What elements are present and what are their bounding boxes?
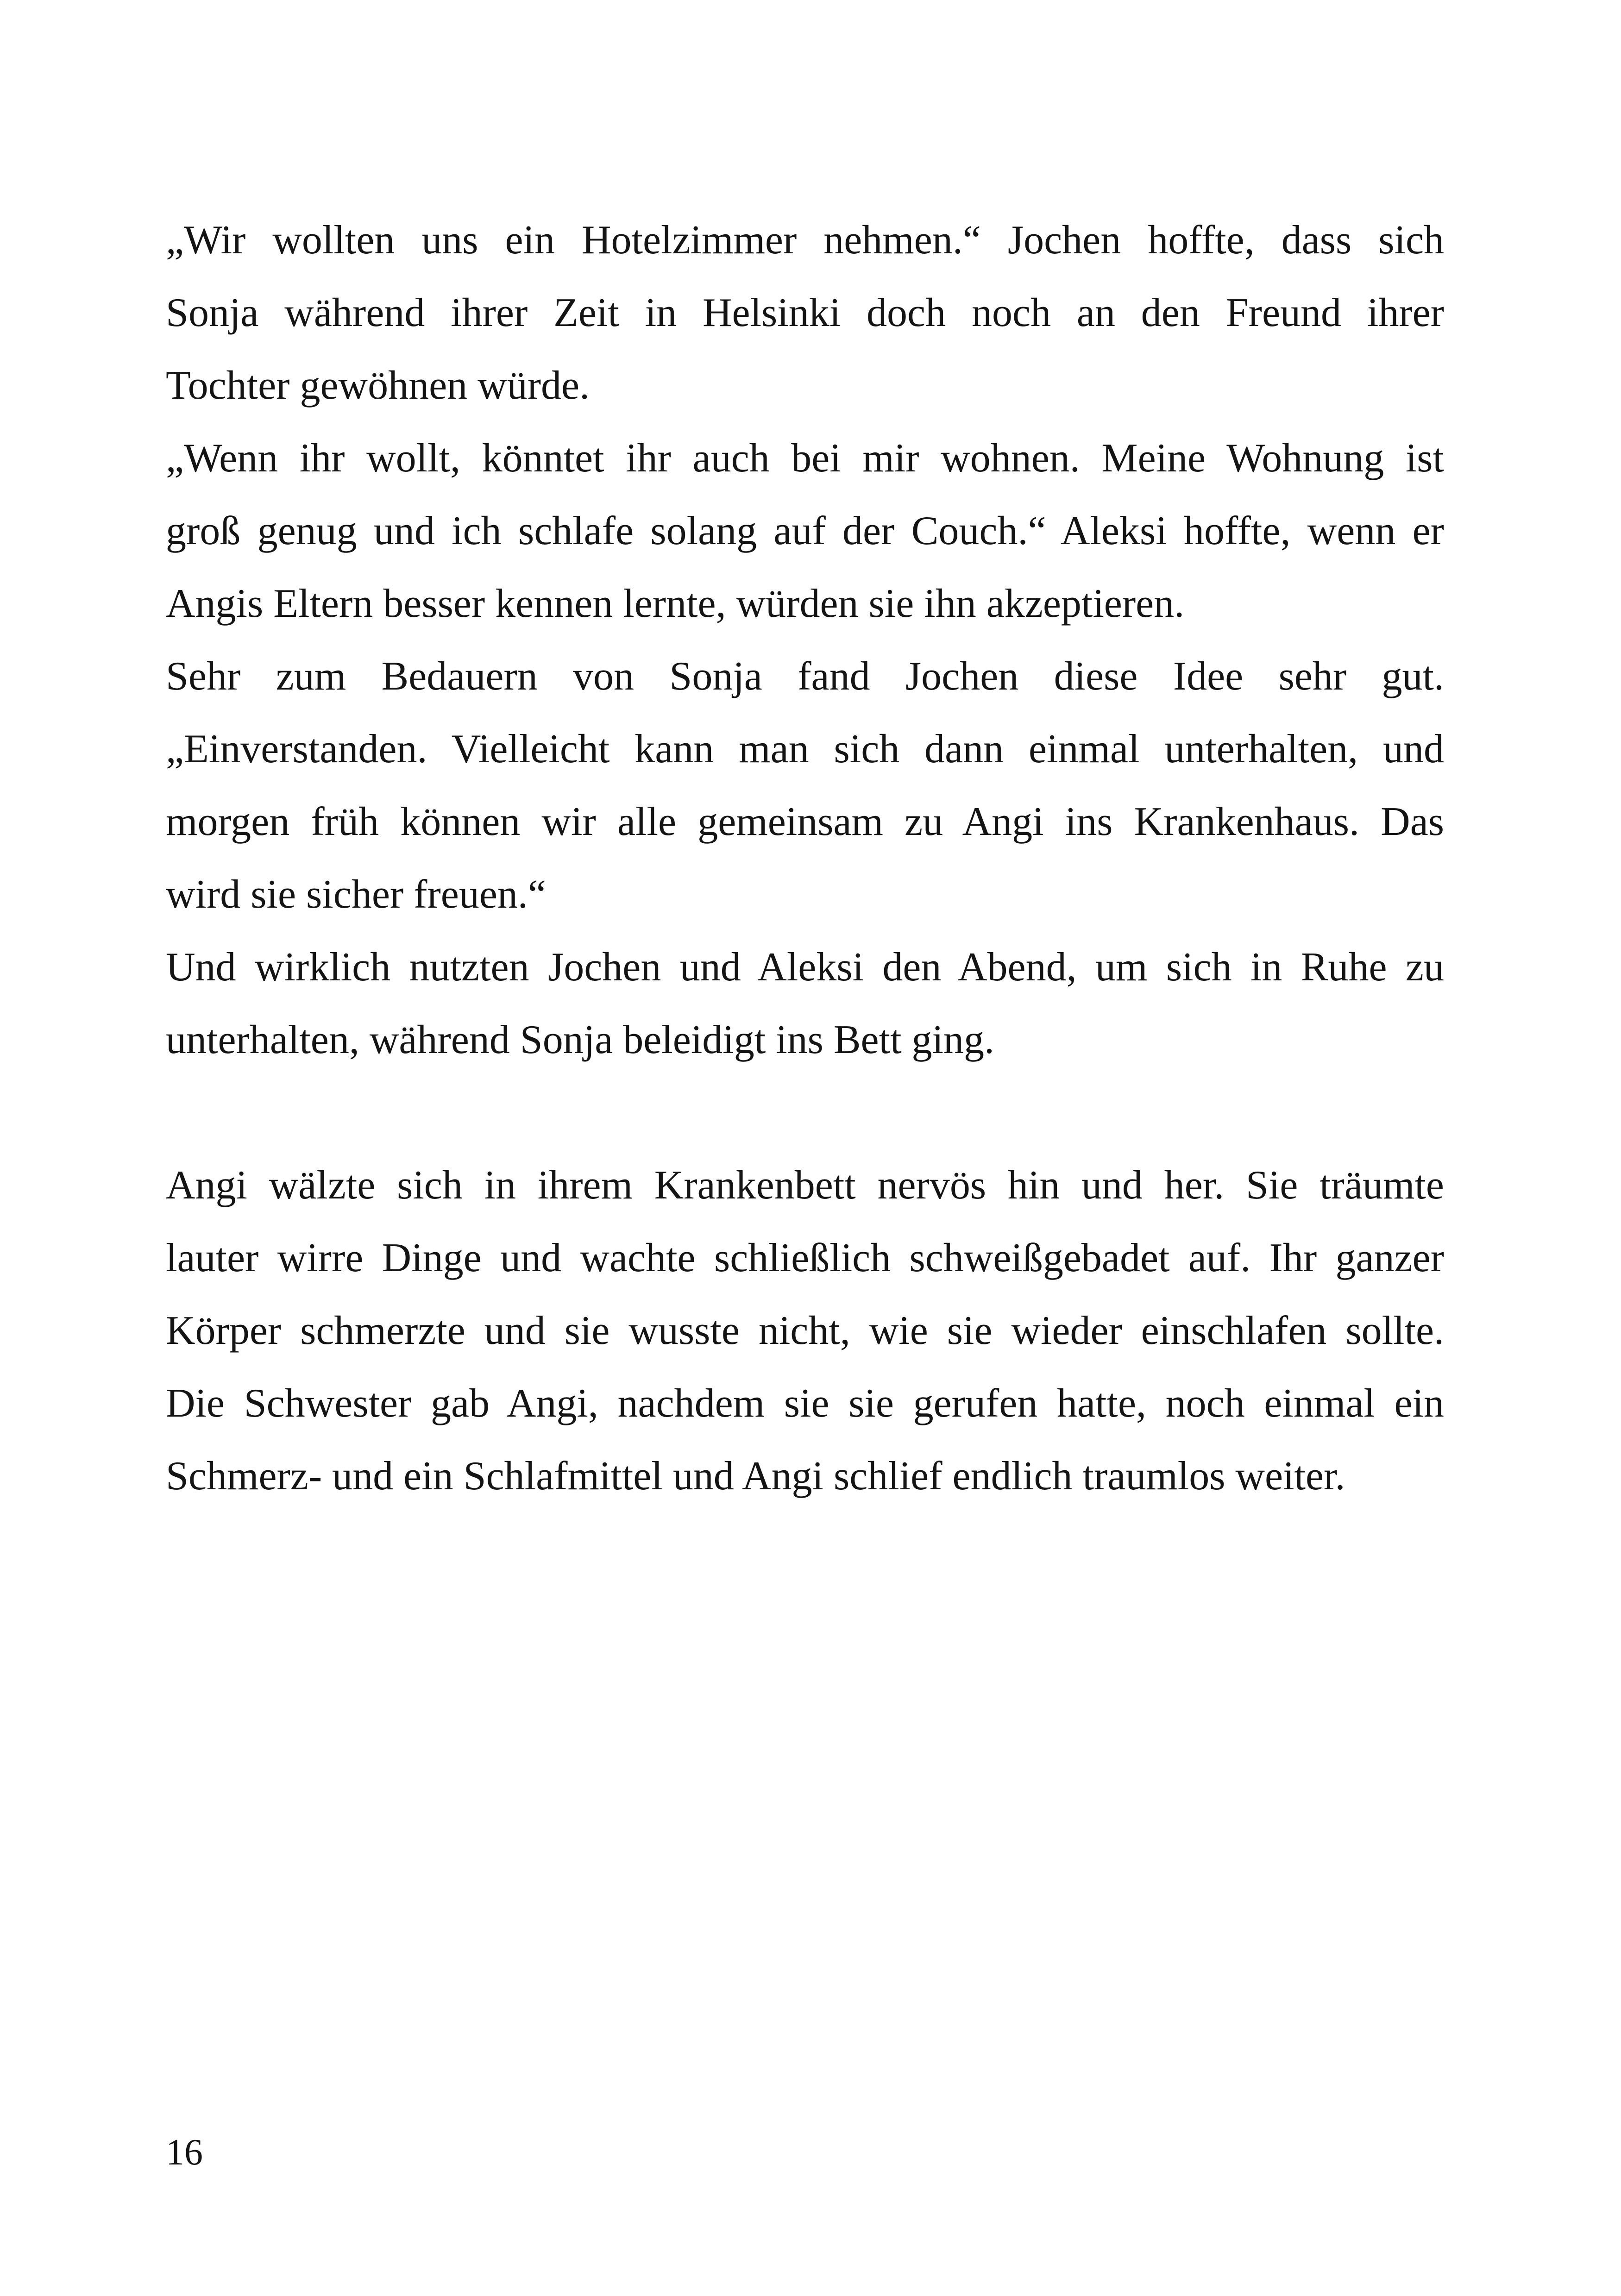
text-line: Sehr zum Bedauern von Sonja fand Jochen diese Idee sehr gut.: [166, 654, 1444, 699]
text-line: Und wirklich nutzten Jochen und Aleksi den Abend, um sich in Ruhe zu: [166, 945, 1444, 990]
page-number: 16: [166, 2132, 203, 2173]
paragraph: [166, 1367, 1444, 1512]
text-line: morgen früh können wir alle gemeinsam zu Angi ins Krankenhaus. Das: [166, 799, 1444, 844]
text-line: groß genug und ich schlafe solang auf der Couch.“ Aleksi hoffte, wenn er: [166, 508, 1444, 553]
paragraph: [166, 640, 1444, 931]
text-line: lauter wirre Dinge und wachte schließlich schweißgebadet auf. Ihr ganzer: [166, 1236, 1444, 1280]
text-line: Körper schmerzte und sie wusste nicht, wie sie wieder einschlafen sollte.: [166, 1308, 1444, 1353]
text-line: „Einverstanden. Vielleicht kann man sich dann einmal unterhalten, und: [166, 727, 1444, 772]
text-line: „Wenn ihr wollt, könntet ihr auch bei mir wohnen. Meine Wohnung ist: [166, 436, 1444, 481]
paragraph: [166, 1149, 1444, 1367]
text-line: wird sie sicher freuen.“: [166, 872, 546, 917]
body-text: [166, 204, 1444, 1512]
text-line: Schmerz- und ein Schlafmittel und Angi schlief endlich traumlos weiter.: [166, 1454, 1345, 1499]
text-line: unterhalten, während Sonja beleidigt ins Bett ging.: [166, 1017, 994, 1062]
section-break: [166, 1076, 1444, 1149]
text-line: Sonja während ihrer Zeit in Helsinki doch noch an den Freund ihrer: [166, 290, 1444, 335]
paragraph: [166, 422, 1444, 640]
paragraph: [166, 204, 1444, 422]
paragraph: [166, 931, 1444, 1076]
text-line: „Wir wollten uns ein Hotelzimmer nehmen.“ Jochen hoffte, dass sich: [166, 218, 1444, 263]
text-line: Angis Eltern besser kennen lernte, würden sie ihn akzeptieren.: [166, 581, 1185, 626]
text-line: Die Schwester gab Angi, nachdem sie sie gerufen hatte, noch einmal ein: [166, 1381, 1444, 1426]
text-line: Tochter gewöhnen würde.: [166, 363, 590, 408]
text-line: Angi wälzte sich in ihrem Krankenbett nervös hin und her. Sie träumte: [166, 1163, 1444, 1208]
